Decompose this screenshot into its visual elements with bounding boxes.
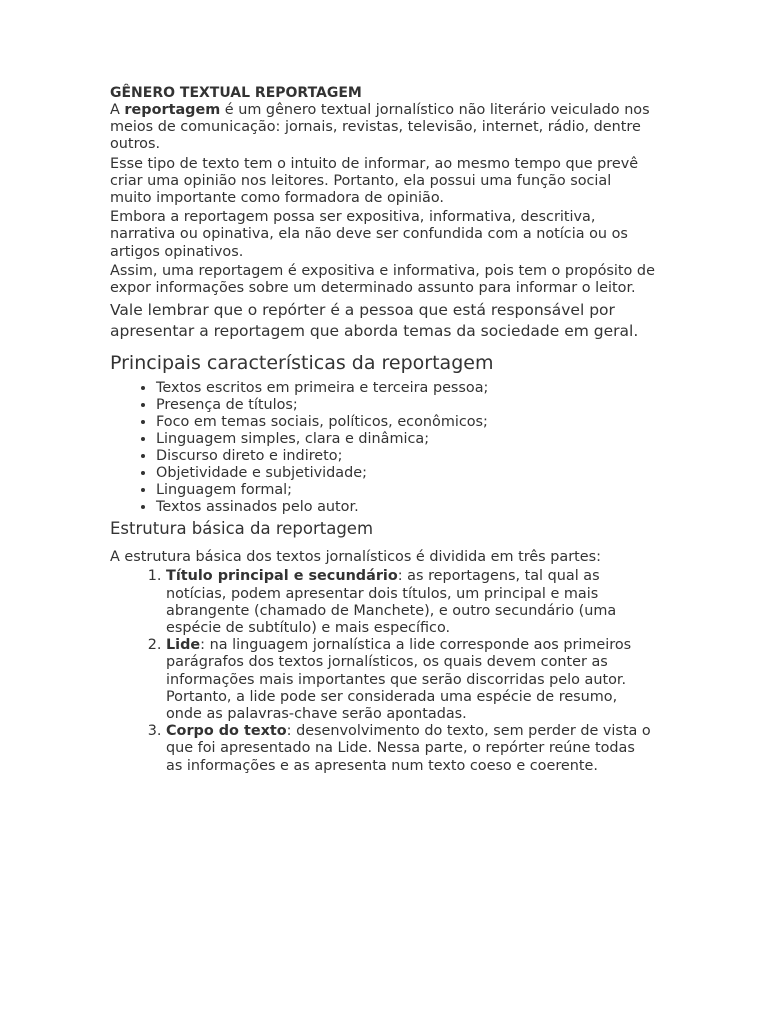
list-item: • Discurso direto e indireto; <box>156 448 655 465</box>
intro-bold-term: reportagem <box>124 102 221 118</box>
paragraph-purpose: Esse tipo de texto tem o intuito de informar, ao mesmo tempo que prevê criar uma opinião nos leitores. Portanto, ela possui uma função social muito importante como formadora de opinião. <box>110 155 639 207</box>
structure-term: Lide <box>166 637 201 654</box>
structure-text: : desenvolvimento do texto, sem perder de vista o que foi apresentado na Lide. Nessa parte, o repórter reúne todas as informações e as apresenta num texto coeso e coerente. <box>166 723 651 774</box>
list-item: • Textos assinados pelo autor. <box>156 499 655 516</box>
list-item <box>166 637 655 723</box>
features-list <box>110 380 655 516</box>
structure-text: : na linguagem jornalística a lide corresponde aos primeiros parágrafos dos textos jornalísticos, os quais devem conter as informações mais importantes que serão discorridas pelo autor. Portanto, a lide pode ser considerada uma espécie de resumo, onde as palavras-chave serão apontadas. <box>166 637 632 723</box>
intro-rest: é um gênero textual jornalístico não literário veiculado nos meios de comunicação: jornais, revistas, televisão, internet, rádio, dentre outros. <box>110 102 650 153</box>
features-heading: Principais características da reportagem <box>110 352 494 375</box>
paragraph-expositive: Assim, uma reportagem é expositiva e informativa, pois tem o propósito de expor informações sobre um determinado assunto para informar o leitor. <box>110 262 655 297</box>
list-item: • Textos escritos em primeira e terceira pessoa; <box>156 380 655 397</box>
list-item <box>166 568 655 637</box>
structure-list <box>110 568 655 774</box>
paragraph-types: Embora a reportagem possa ser expositiva, informativa, descritiva, narrativa ou opinativa, ela não deve ser confundida com a notícia ou os artigos opinativos. <box>110 209 628 260</box>
list-item: • Linguagem simples, clara e dinâmica; <box>156 431 655 448</box>
structure-intro: A estrutura básica dos textos jornalísticos é dividida em três partes: <box>110 549 601 566</box>
list-item <box>166 723 655 775</box>
list-item: • Linguagem formal; <box>156 482 655 499</box>
structure-text: : as reportagens, tal qual as notícias, podem apresentar dois títulos, um principal e mais abrangente (chamado de Manchete), e outro secundário (uma espécie de subtítulo) e mais específico. <box>166 568 617 637</box>
structure-heading: Estrutura básica da reportagem <box>110 519 374 539</box>
list-item: • Objetividade e subjetividade; <box>156 465 655 482</box>
document-title: GÊNERO TEXTUAL REPORTAGEM <box>110 85 362 101</box>
list-item: • Presença de títulos; <box>156 397 655 414</box>
structure-term: Título principal e secundário <box>166 568 398 585</box>
intro-prefix: A <box>110 102 125 118</box>
document-page <box>110 84 655 775</box>
paragraph-reporter: Vale lembrar que o repórter é a pessoa que está responsável por apresentar a reportagem que aborda temas da sociedade em geral. <box>110 301 639 340</box>
structure-term: Corpo do texto <box>166 723 287 740</box>
intro-paragraph <box>110 102 655 154</box>
list-item: • Foco em temas sociais, políticos, econômicos; <box>156 414 655 431</box>
